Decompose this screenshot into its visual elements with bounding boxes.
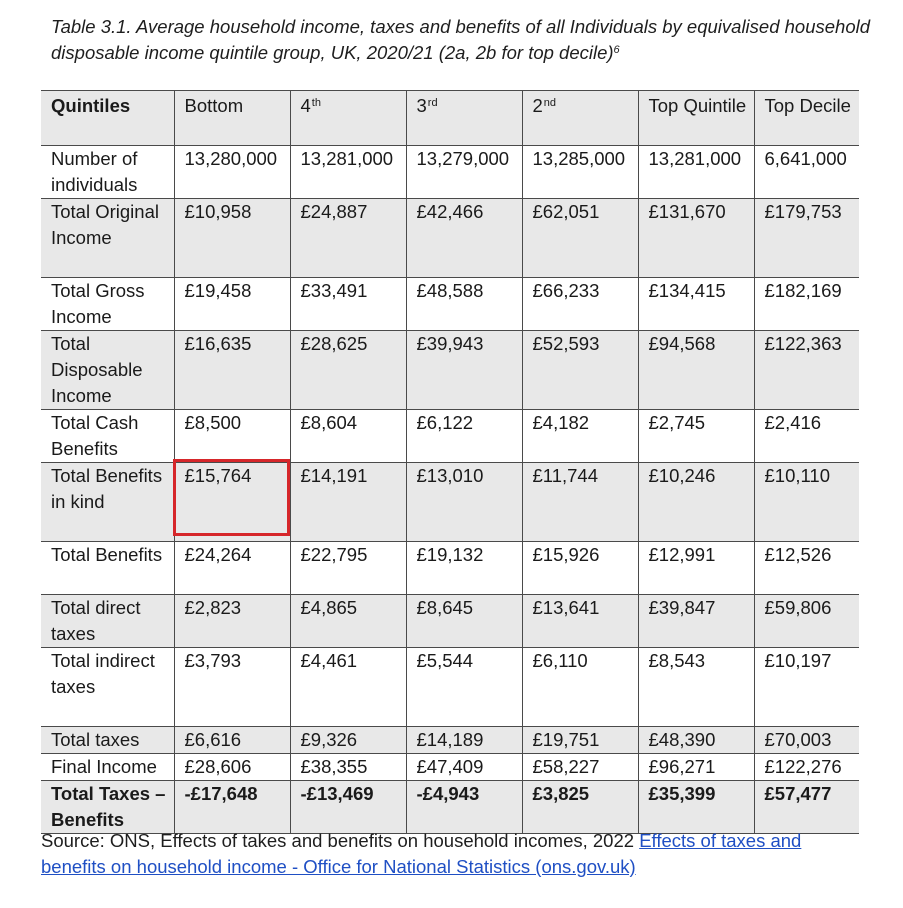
header-2nd: 2nd xyxy=(522,91,638,146)
table-cell: £12,991 xyxy=(638,542,754,595)
table-cell: £10,958 xyxy=(174,199,290,278)
table-cell: £10,246 xyxy=(638,463,754,542)
row-label: Total Disposable Income xyxy=(41,331,174,410)
table-cell: £182,169 xyxy=(754,278,859,331)
table-cell: £122,363 xyxy=(754,331,859,410)
row-label: Total Gross Income xyxy=(41,278,174,331)
table-cell: £19,751 xyxy=(522,727,638,754)
header-top-quintile: Top Quintile xyxy=(638,91,754,146)
table-cell: £10,197 xyxy=(754,648,859,727)
header-quintiles: Quintiles xyxy=(41,91,174,146)
table-cell: £39,847 xyxy=(638,595,754,648)
table-cell: £57,477 xyxy=(754,781,859,834)
table-cell: £3,793 xyxy=(174,648,290,727)
table-cell: £134,415 xyxy=(638,278,754,331)
table-cell: -£4,943 xyxy=(406,781,522,834)
table-cell: £4,182 xyxy=(522,410,638,463)
table-cell: £131,670 xyxy=(638,199,754,278)
table-header-row xyxy=(41,91,859,146)
table-caption xyxy=(51,14,871,66)
table-cell: £15,926 xyxy=(522,542,638,595)
table-row xyxy=(41,410,859,463)
row-label: Final Income xyxy=(41,754,174,781)
table-cell: £3,825 xyxy=(522,781,638,834)
table-cell: £70,003 xyxy=(754,727,859,754)
row-label: Total Benefits in kind xyxy=(41,463,174,542)
header-bottom: Bottom xyxy=(174,91,290,146)
table-cell: £94,568 xyxy=(638,331,754,410)
header-4th: 4th xyxy=(290,91,406,146)
table-cell: £10,110 xyxy=(754,463,859,542)
row-label: Number of individuals xyxy=(41,146,174,199)
table-cell: £14,189 xyxy=(406,727,522,754)
row-label: Total direct taxes xyxy=(41,595,174,648)
header-top-decile: Top Decile xyxy=(754,91,859,146)
table-cell: £4,461 xyxy=(290,648,406,727)
table-cell: 6,641,000 xyxy=(754,146,859,199)
row-label: Total Cash Benefits xyxy=(41,410,174,463)
table-row xyxy=(41,781,859,834)
header-3rd: 3rd xyxy=(406,91,522,146)
source-note xyxy=(41,828,871,880)
table-cell: £39,943 xyxy=(406,331,522,410)
table-cell: £6,122 xyxy=(406,410,522,463)
row-label: Total Taxes – Benefits xyxy=(41,781,174,834)
table-cell: £2,823 xyxy=(174,595,290,648)
table-cell: £16,635 xyxy=(174,331,290,410)
table-cell: £52,593 xyxy=(522,331,638,410)
row-label: Total Original Income xyxy=(41,199,174,278)
table-cell: £59,806 xyxy=(754,595,859,648)
table-cell: £19,458 xyxy=(174,278,290,331)
table-cell: £58,227 xyxy=(522,754,638,781)
source-text: Source: ONS, Effects of takes and benefits on household incomes, 2022 xyxy=(41,830,635,851)
table-cell: £35,399 xyxy=(638,781,754,834)
table-cell: £12,526 xyxy=(754,542,859,595)
table-row xyxy=(41,199,859,278)
row-label: Total Benefits xyxy=(41,542,174,595)
table-cell: £62,051 xyxy=(522,199,638,278)
table-cell: £28,606 xyxy=(174,754,290,781)
table-cell: £48,588 xyxy=(406,278,522,331)
table-cell: £13,641 xyxy=(522,595,638,648)
table-cell: £24,264 xyxy=(174,542,290,595)
table-cell: £2,416 xyxy=(754,410,859,463)
table-cell: £48,390 xyxy=(638,727,754,754)
table-cell: £42,466 xyxy=(406,199,522,278)
table-cell: £11,744 xyxy=(522,463,638,542)
table-cell: £5,544 xyxy=(406,648,522,727)
table-cell: £13,010 xyxy=(406,463,522,542)
table-row xyxy=(41,727,859,754)
table-cell: £8,645 xyxy=(406,595,522,648)
source-link[interactable]: Effects of taxes and benefits on household income - Office for National Statistics (ons.gov.uk) xyxy=(41,830,802,877)
table-cell: £33,491 xyxy=(290,278,406,331)
table-cell: £179,753 xyxy=(754,199,859,278)
table-cell: -£13,469 xyxy=(290,781,406,834)
table-cell: 13,281,000 xyxy=(290,146,406,199)
caption-text: Table 3.1. Average household income, taxes and benefits of all Individuals by equivalised household disposable income quintile group, UK, 2020/21 (2a, 2b for top decile) xyxy=(51,16,871,63)
table-row xyxy=(41,278,859,331)
table-row xyxy=(41,754,859,781)
table-cell-highlighted: £15,764 xyxy=(174,463,290,542)
table-cell: £66,233 xyxy=(522,278,638,331)
table-cell: £14,191 xyxy=(290,463,406,542)
table-cell: £38,355 xyxy=(290,754,406,781)
table-row xyxy=(41,648,859,727)
table-cell: £8,543 xyxy=(638,648,754,727)
table-cell: £96,271 xyxy=(638,754,754,781)
table-cell: 13,280,000 xyxy=(174,146,290,199)
caption-footnote[interactable]: 6 xyxy=(613,44,620,56)
table-cell: £6,110 xyxy=(522,648,638,727)
table-row xyxy=(41,542,859,595)
table-cell: £22,795 xyxy=(290,542,406,595)
table-cell: -£17,648 xyxy=(174,781,290,834)
table-cell: £122,276 xyxy=(754,754,859,781)
table-row xyxy=(41,463,859,542)
row-label: Total taxes xyxy=(41,727,174,754)
table-cell: 13,279,000 xyxy=(406,146,522,199)
table-cell: £2,745 xyxy=(638,410,754,463)
table-row xyxy=(41,595,859,648)
table-cell: £24,887 xyxy=(290,199,406,278)
table-cell: £6,616 xyxy=(174,727,290,754)
table-cell: £19,132 xyxy=(406,542,522,595)
table-cell: 13,285,000 xyxy=(522,146,638,199)
table-cell: 13,281,000 xyxy=(638,146,754,199)
table-cell: £28,625 xyxy=(290,331,406,410)
table-cell: £8,604 xyxy=(290,410,406,463)
row-label: Total indirect taxes xyxy=(41,648,174,727)
table-cell: £9,326 xyxy=(290,727,406,754)
table-row xyxy=(41,331,859,410)
table-cell: £47,409 xyxy=(406,754,522,781)
table-row xyxy=(41,146,859,199)
income-table xyxy=(41,90,859,834)
table-cell: £8,500 xyxy=(174,410,290,463)
table-cell: £4,865 xyxy=(290,595,406,648)
